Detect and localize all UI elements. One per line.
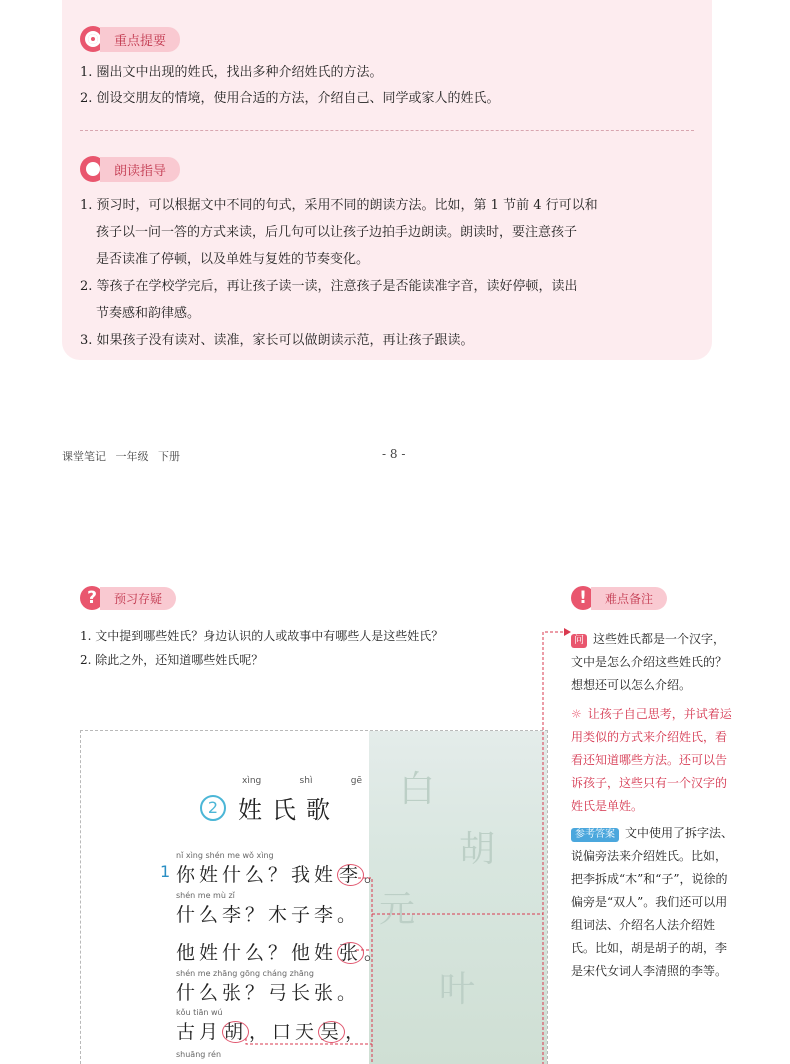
lesson-name: 姓氏歌 (238, 796, 340, 824)
list-item: 2. 创设交朋友的情境，使用合适的方法，介绍自己、同学或家人的姓氏。 (80, 91, 500, 106)
footer-book: 课堂笔记 一年级 下册 (62, 450, 180, 463)
list-item: 1. 预习时，可以根据文中不同的句式，采用不同的朗读方法。比如，第 1 节前 4 行可以和 (80, 198, 598, 213)
list-item: 是否读准了停顿，以及单姓与复姓的节奏变化。 (96, 252, 370, 267)
pinyin-line: shén me mù zǐ (176, 891, 235, 900)
key-points-title: 重点提要 (100, 27, 180, 52)
circled-surname: 胡 (224, 1021, 248, 1043)
key-points-list (80, 60, 500, 112)
poem-line-5: 古月 胡 ，口天 吴 ， (176, 1021, 369, 1043)
poem-line-4: 什么张？弓长张。 (176, 982, 361, 1004)
reader-icon (86, 162, 100, 176)
reading-guide-heading (80, 156, 180, 182)
sidebar-heading (571, 586, 667, 610)
preview-list (80, 624, 443, 672)
question-mark-icon: ? (80, 586, 104, 610)
answer-tag: 参考答案 (571, 828, 619, 842)
list-item: 3. 如果孩子没有读对、读准，家长可以做朗读示范，再让孩子跟读。 (80, 333, 474, 348)
divider (80, 130, 694, 131)
exclamation-icon: ! (571, 586, 595, 610)
list-item: 1. 文中提到哪些姓氏？身边认识的人或故事中有哪些人是这些姓氏？ (80, 629, 444, 643)
list-item: 孩子以一问一答的方式来读，后几句可以让孩子边拍手边朗读。朗读时，要注意孩子 (96, 225, 578, 240)
circled-surname: 张 (339, 942, 363, 964)
sidebar-question: 问 这些姓氏都是一个汉字，文中是怎么介绍这些姓氏的？想想还可以怎么介绍。 (571, 632, 728, 692)
circled-surname: 吴 (320, 1021, 344, 1043)
stanza-number: 1 (160, 862, 171, 881)
pinyin-line: shén me zhāng gōng cháng zhāng (176, 969, 314, 978)
key-points-heading (80, 26, 180, 52)
background-illustration: 白 胡 元 叶 (369, 731, 548, 1064)
sidebar-title: 难点备注 (591, 587, 667, 610)
pinyin-line: kǒu tiān wú (176, 1008, 223, 1017)
question-tag: 问 (571, 634, 587, 648)
lesson-number: 2 (200, 795, 226, 821)
preview-heading (80, 586, 176, 610)
sidebar-tip: ☼ 让孩子自己思考，并试着运用类似的方式来介绍姓氏，看看还知道哪些方法。还可以告诉孩子，这些只有一个汉字的姓氏是单姓。 (571, 707, 732, 813)
poem-line-3: 他姓什么？他姓 张 。 (176, 942, 388, 964)
list-item: 2. 除此之外，还知道哪些姓氏呢？ (80, 653, 264, 667)
sidebar-answer: 参考答案 文中使用了拆字法、说偏旁法来介绍姓氏。比如，把李拆成“木”和“子”，说徐的偏旁是“双人”。我们还可以用组词法、介绍名人法介绍姓氏。比如，胡是胡子的胡，李是宋代女词人李清照的李等。 (571, 826, 734, 978)
reading-guide-list (80, 192, 598, 354)
pinyin-line: nǐ xìng shén me wǒ xìng (176, 851, 274, 860)
list-item: 2. 等孩子在学校学完后，再让孩子读一读，注意孩子是否能读准字音，读好停顿，读出 (80, 279, 578, 294)
reading-guide-title: 朗读指导 (100, 157, 180, 182)
poem-line-1: 你姓什么？我姓 李 。 (176, 864, 388, 886)
page-number: - 8 - (382, 447, 406, 461)
preview-title: 预习存疑 (100, 587, 176, 610)
list-item: 1. 圈出文中出现的姓氏，找出多种介绍姓氏的方法。 (80, 65, 383, 80)
poem-line-2: 什么李？木子李。 (176, 904, 361, 926)
title-pinyin: xìng shì gē (242, 776, 362, 786)
circled-surname: 李 (339, 864, 363, 886)
lesson-title (200, 790, 340, 825)
sun-icon: ☼ (571, 707, 582, 721)
target-icon (85, 31, 101, 47)
pinyin-line: shuāng rén (176, 1050, 222, 1059)
list-item: 节奏感和韵律感。 (96, 306, 201, 321)
sidebar-notes (571, 628, 733, 983)
